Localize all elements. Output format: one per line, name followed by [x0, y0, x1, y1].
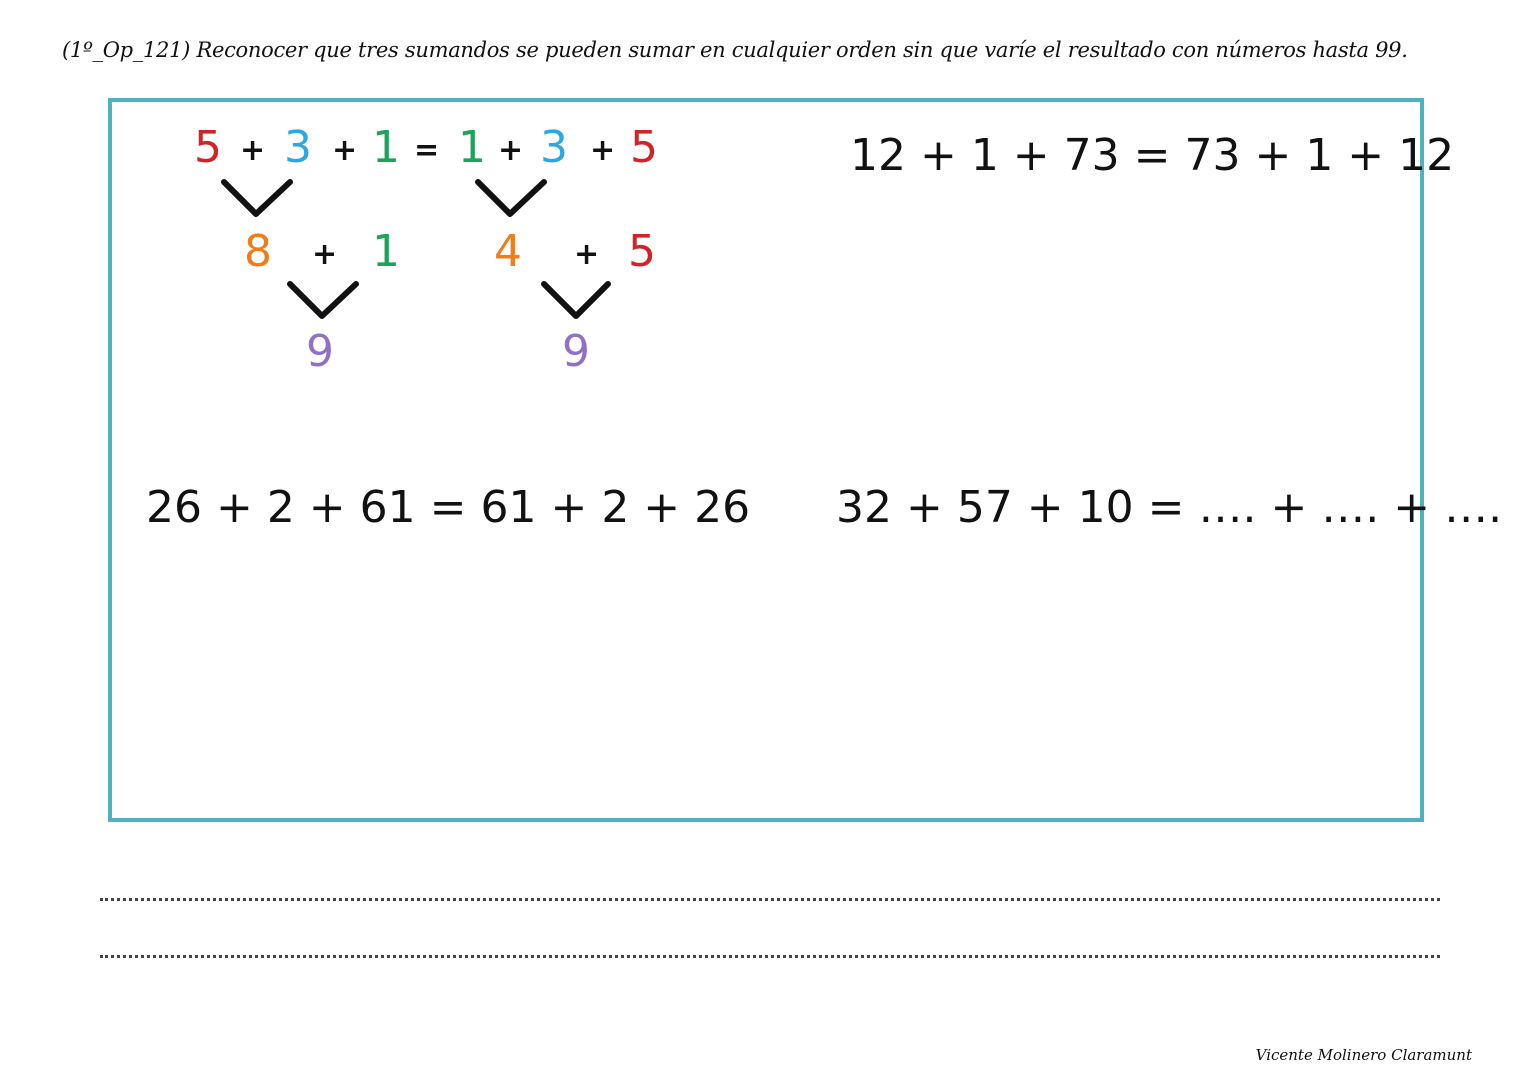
example-plus-3: + [498, 133, 524, 168]
example-right-addend-2: 3 [540, 122, 568, 173]
example-plus-5: + [312, 237, 338, 272]
chevron-down-icon [290, 284, 356, 316]
chevron-down-icon [478, 182, 544, 214]
example-left-total: 9 [306, 326, 334, 377]
example-equals: = [414, 133, 440, 168]
author-signature: Vicente Molinero Claramunt [1255, 1046, 1472, 1064]
example-right-remaining: 5 [628, 226, 656, 277]
example-plus-2: + [332, 133, 358, 168]
example-left-addend-2: 3 [284, 122, 312, 173]
answer-line-2[interactable] [100, 955, 1440, 958]
answer-line-1[interactable] [100, 898, 1440, 901]
example-right-total: 9 [562, 326, 590, 377]
example-plus-1: + [240, 133, 266, 168]
example-left-partial-sum: 8 [244, 226, 272, 277]
exercise-equation-1: 12 + 1 + 73 = 73 + 1 + 12 [850, 130, 1455, 181]
example-plus-6: + [574, 237, 600, 272]
example-right-addend-3: 5 [630, 122, 658, 173]
example-left-addend-3: 1 [372, 122, 400, 173]
chevron-down-icon [544, 284, 608, 316]
example-left-remaining: 1 [372, 226, 400, 277]
example-right-partial-sum: 4 [494, 226, 522, 277]
exercise-equation-3: 32 + 57 + 10 = …. + …. + …. [836, 482, 1503, 533]
example-right-addend-1: 1 [458, 122, 486, 173]
exercise-equation-2: 26 + 2 + 61 = 61 + 2 + 26 [146, 482, 751, 533]
worksheet-title: (1º_Op_121) Reconocer que tres sumandos se pueden sumar en cualquier orden sin que varíe el resultado con números hasta 99. [62, 38, 1408, 62]
chevron-down-icon [224, 182, 290, 214]
example-left-addend-1: 5 [194, 122, 222, 173]
example-plus-4: + [590, 133, 616, 168]
